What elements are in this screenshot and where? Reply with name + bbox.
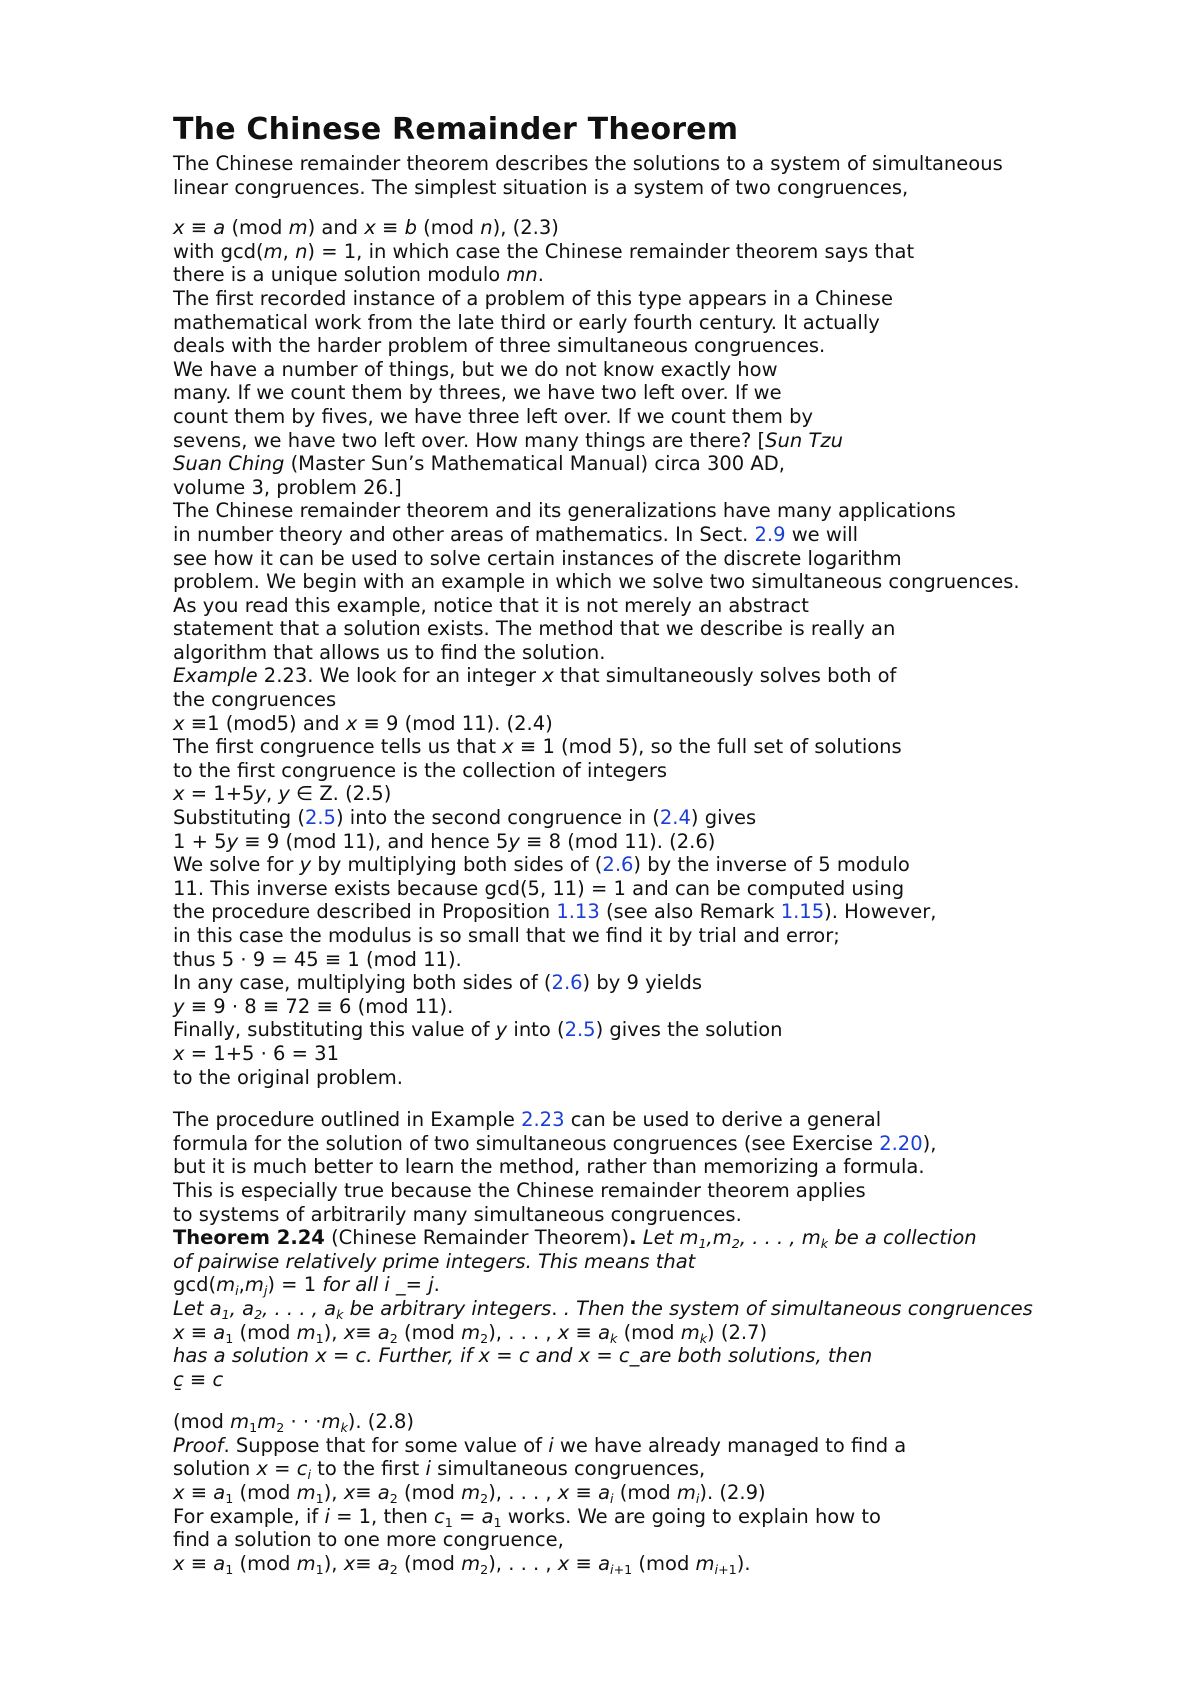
- theorem-line: ¯: [173, 1385, 183, 1409]
- paragraph-line: We solve for y by multiplying both sides of (2.6) by the inverse of 5 modulo: [173, 853, 910, 877]
- link-section-2-9[interactable]: 2.9: [754, 522, 786, 546]
- paragraph-line: In any case, multiplying both sides of (2.6) by 9 yields: [173, 971, 702, 995]
- quote-line: many. If we count them by threes, we have two left over. If we: [173, 381, 782, 405]
- paragraph-line: to the first congruence is the collection of integers: [173, 758, 668, 782]
- page-title: The Chinese Remainder Theorem: [173, 112, 739, 147]
- paragraph-line: the procedure described in Proposition 1.13 (see also Remark 1.15). However,: [173, 900, 937, 924]
- equation-2-8: (mod $m_1m_2$ · · $\cdot m_k$). (2.8): [173, 1410, 415, 1436]
- equation-2-7: $x \equiv a_1$ (mod $m_1$), $x\equiv a_2$ (mod $m_2$), . . . , $x \equiv a_k$ (mod $m_k$) (2.7): [173, 1320, 768, 1346]
- link-proposition-1-13[interactable]: 1.13: [556, 900, 600, 924]
- link-eq-2-5[interactable]: 2.5: [564, 1018, 596, 1042]
- equation-line: y ≡ 9 · 8 ≡ 72 ≡ 6 (mod 11).: [173, 994, 454, 1018]
- paragraph-line: the congruences: [173, 688, 337, 712]
- paragraph-line: mathematical work from the late third or early fourth century. It actually: [173, 310, 880, 334]
- link-example-2-23[interactable]: 2.23: [521, 1108, 565, 1132]
- paragraph-line: with gcd(m, n) = 1, in which case the Chinese remainder theorem says that: [173, 239, 915, 263]
- link-eq-2-6[interactable]: 2.6: [602, 853, 634, 877]
- document-page: [173, 112, 1173, 1575]
- paragraph-line: to the original problem.: [173, 1065, 403, 1089]
- proof-line: find a solution to one more congruence,: [173, 1528, 564, 1552]
- equation-2-5: x = 1+5y, y ∈ Z. (2.5): [173, 782, 392, 806]
- theorem-line: has a solution x = c. Further, if x = c and x = c_are both solutions, then: [173, 1344, 873, 1368]
- equation-line: x = 1+5 · 6 = 31: [173, 1041, 339, 1065]
- paragraph-line: deals with the harder problem of three simultaneous congruences.: [173, 334, 826, 358]
- paragraph-line: thus 5 · 9 = 45 ≡ 1 (mod 11).: [173, 947, 462, 971]
- theorem-line: $\gcd(m_i,m_j) = 1$ for all i _= j.: [173, 1273, 440, 1299]
- paragraph-line: The first congruence tells us that x ≡ 1 (mod 5), so the full set of solutions: [173, 735, 902, 759]
- paragraph-line: Substituting (2.5) into the second congruence in (2.4) gives: [173, 806, 757, 830]
- link-eq-2-6[interactable]: 2.6: [551, 971, 583, 995]
- theorem-line: Let $a_1$, $a_2$, . . . , $a_k$ be arbitrary integers. . Then the system of simultaneous congruences: [173, 1296, 1033, 1322]
- paragraph-line: 11. This inverse exists because gcd(5, 11) = 1 and can be computed using: [173, 876, 905, 900]
- link-eq-2-5[interactable]: 2.5: [304, 806, 336, 830]
- paragraph-line: there is a unique solution modulo mn.: [173, 263, 544, 287]
- equation-line: $x \equiv a_1$ (mod $m_1$), $x\equiv a_2$ (mod $m_2$), . . . , $x \equiv a_{i+1}$ (mod $m_{i+1}$).: [173, 1551, 751, 1577]
- quote-line: We have a number of things, but we do not know exactly how: [173, 357, 778, 381]
- paragraph-line: but it is much better to learn the method, rather than memorizing a formula.: [173, 1155, 925, 1179]
- theorem-line: of pairwise relatively prime integers. This means that: [173, 1249, 696, 1273]
- equation-2-9: $x \equiv a_1$ (mod $m_1$), $x\equiv a_2$ (mod $m_2$), . . . , $x \equiv a_i$ (mod $m_i$). (2.9): [173, 1481, 766, 1507]
- paragraph-line: As you read this example, notice that it is not merely an abstract: [173, 593, 809, 617]
- paragraph-line: formula for the solution of two simultaneous congruences (see Exercise 2.20),: [173, 1131, 937, 1155]
- paragraph-line: The first recorded instance of a problem of this type appears in a Chinese: [173, 286, 894, 310]
- quote-line: Suan Ching (Master Sun’s Mathematical Manual) circa 300 AD,: [173, 452, 785, 476]
- proof-line: solution $x = c_i$ to the first i simultaneous congruences,: [173, 1457, 706, 1483]
- theorem-heading: Theorem 2.24 (Chinese Remainder Theorem). Let $m_1,m_2$, . . . , $m_k$ be a collection: [173, 1226, 977, 1252]
- paragraph-line: to systems of arbitrarily many simultaneous congruences.: [173, 1202, 742, 1226]
- paragraph-line: The procedure outlined in Example 2.23 can be used to derive a general: [173, 1108, 882, 1132]
- quote-line: sevens, we have two left over. How many things are there? [Sun Tzu: [173, 428, 843, 452]
- paragraph-line: This is especially true because the Chinese remainder theorem applies: [173, 1178, 866, 1202]
- quote-line: volume 3, problem 26.]: [173, 475, 402, 499]
- equation-2-4: x ≡1 (mod5) and x ≡ 9 (mod 11). (2.4): [173, 711, 553, 735]
- paragraph-line: statement that a solution exists. The method that we describe is really an: [173, 617, 896, 641]
- paragraph-line: in number theory and other areas of mathematics. In Sect. 2.9 we will: [173, 522, 859, 546]
- link-exercise-2-20[interactable]: 2.20: [879, 1131, 923, 1155]
- equation-2-6: 1 + 5y ≡ 9 (mod 11), and hence 5y ≡ 8 (mod 11). (2.6): [173, 829, 716, 853]
- equation-2-3: x ≡ a (mod m) and x ≡ b (mod n), (2.3): [173, 216, 559, 240]
- quote-line: count them by fives, we have three left over. If we count them by: [173, 404, 814, 428]
- intro-line-2: linear congruences. The simplest situation is a system of two congruences,: [173, 175, 909, 199]
- link-eq-2-4[interactable]: 2.4: [659, 806, 691, 830]
- paragraph-line: algorithm that allows us to find the solution.: [173, 640, 606, 664]
- theorem-line: c ≡ c: [173, 1367, 224, 1391]
- paragraph-line: Finally, substituting this value of y into (2.5) gives the solution: [173, 1018, 783, 1042]
- paragraph-line: in this case the modulus is so small that we find it by trial and error;: [173, 924, 840, 947]
- proof-line: For example, if i = 1, then $c_1 = a_1$ works. We are going to explain how to: [173, 1504, 881, 1530]
- proof-line: Proof. Suppose that for some value of i we have already managed to find a: [173, 1433, 907, 1457]
- intro-line-1: The Chinese remainder theorem describes the solutions to a system of simultaneous: [173, 152, 1003, 175]
- paragraph-line: see how it can be used to solve certain instances of the discrete logarithm: [173, 546, 902, 570]
- example-heading: Example 2.23. We look for an integer x that simultaneously solves both of: [173, 664, 897, 688]
- paragraph-line: The Chinese remainder theorem and its generalizations have many applications: [173, 499, 956, 523]
- link-remark-1-15[interactable]: 1.15: [780, 900, 825, 924]
- paragraph-line: problem. We begin with an example in which we solve two simultaneous congruences.: [173, 570, 1020, 594]
